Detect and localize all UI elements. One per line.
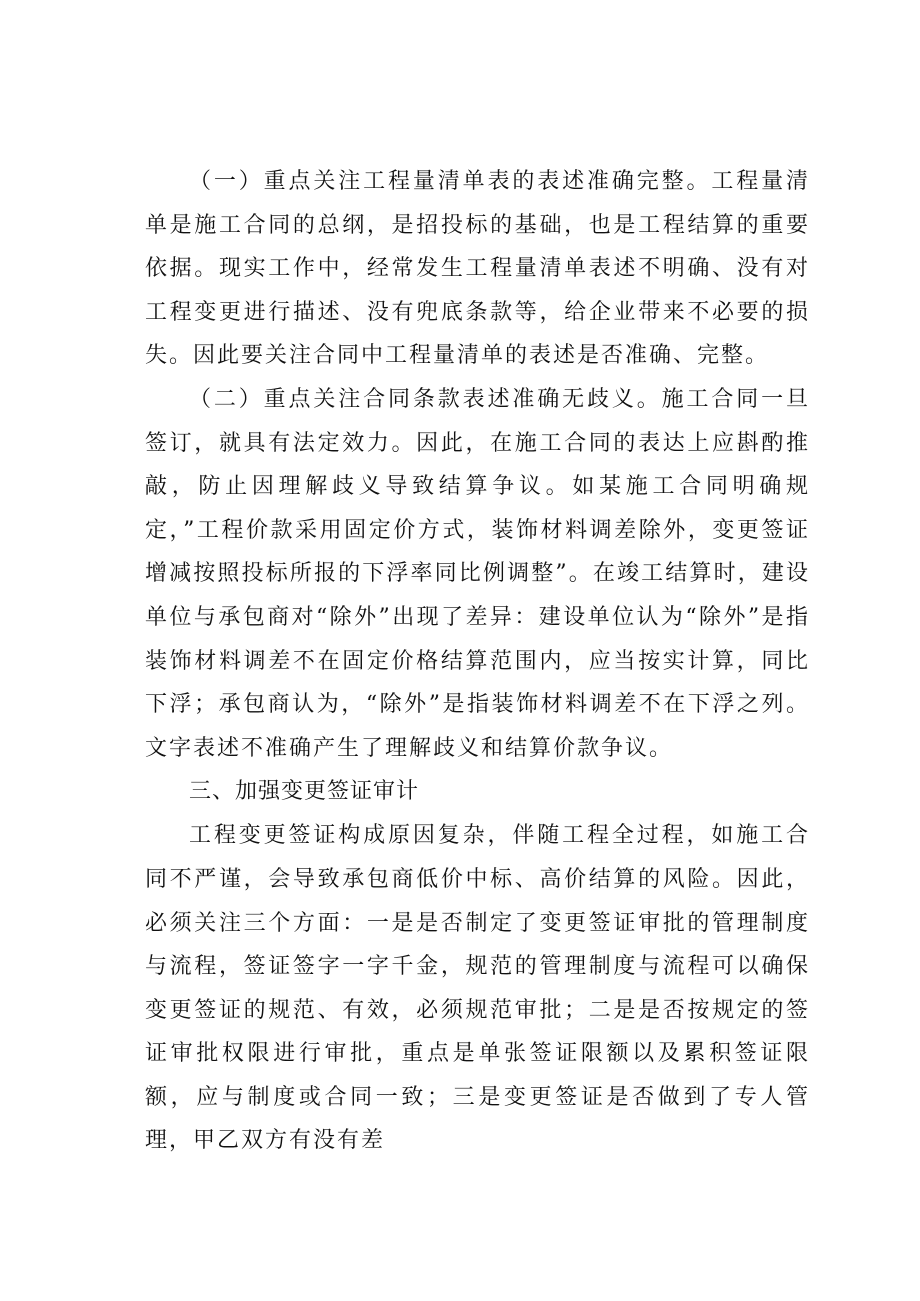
paragraph-section-2: （二）重点关注合同条款表述准确无歧义。施工合同一旦签订，就具有法定效力。因此，在施工合同的表达上应斟酌推敲，防止因理解歧义导致结算争议。如某施工合同明确规定，”工程价款采用固定价方式，装饰材料调差除外，变更签证增减按照投标所报的下浮率同比例调整”。在竣工结算时，建设单位与承包商对“除外”出现了差异：建设单位认为“除外”是指装饰材料调差不在固定价格结算范围内，应当按实计算，同比下浮；承包商认为，“除外”是指装饰材料调差不在下浮之列。文字表述不准确产生了理解歧义和结算价款争议。 — [145, 386, 810, 761]
document-page — [145, 160, 810, 1163]
section-heading: 三、加强变更签证审计 — [189, 779, 420, 805]
paragraph-section-3: 工程变更签证构成原因复杂，伴随工程全过程，如施工合同不严谨，会导致承包商低价中标、高价结算的风险。因此，必须关注三个方面：一是是否制定了变更签证审批的管理制度与流程，签证签字一字千金，规范的管理制度与流程可以确保变更签证的规范、有效，必须规范审批；二是是否按规定的签证审批权限进行审批，重点是单张签证限额以及累积签证限额，应与制度或合同一致；三是变更签证是否做到了专人管理，甲乙双方有没有差 — [145, 823, 810, 1154]
paragraph-section-1: （一）重点关注工程量清单表的表述准确完整。工程量清单是施工合同的总纲，是招投标的基础，也是工程结算的重要依据。现实工作中，经常发生工程量清单表述不明确、没有对工程变更进行描述、没有兜底条款等，给企业带来不必要的损失。因此要关注合同中工程量清单的表述是否准确、完整。 — [145, 169, 810, 369]
